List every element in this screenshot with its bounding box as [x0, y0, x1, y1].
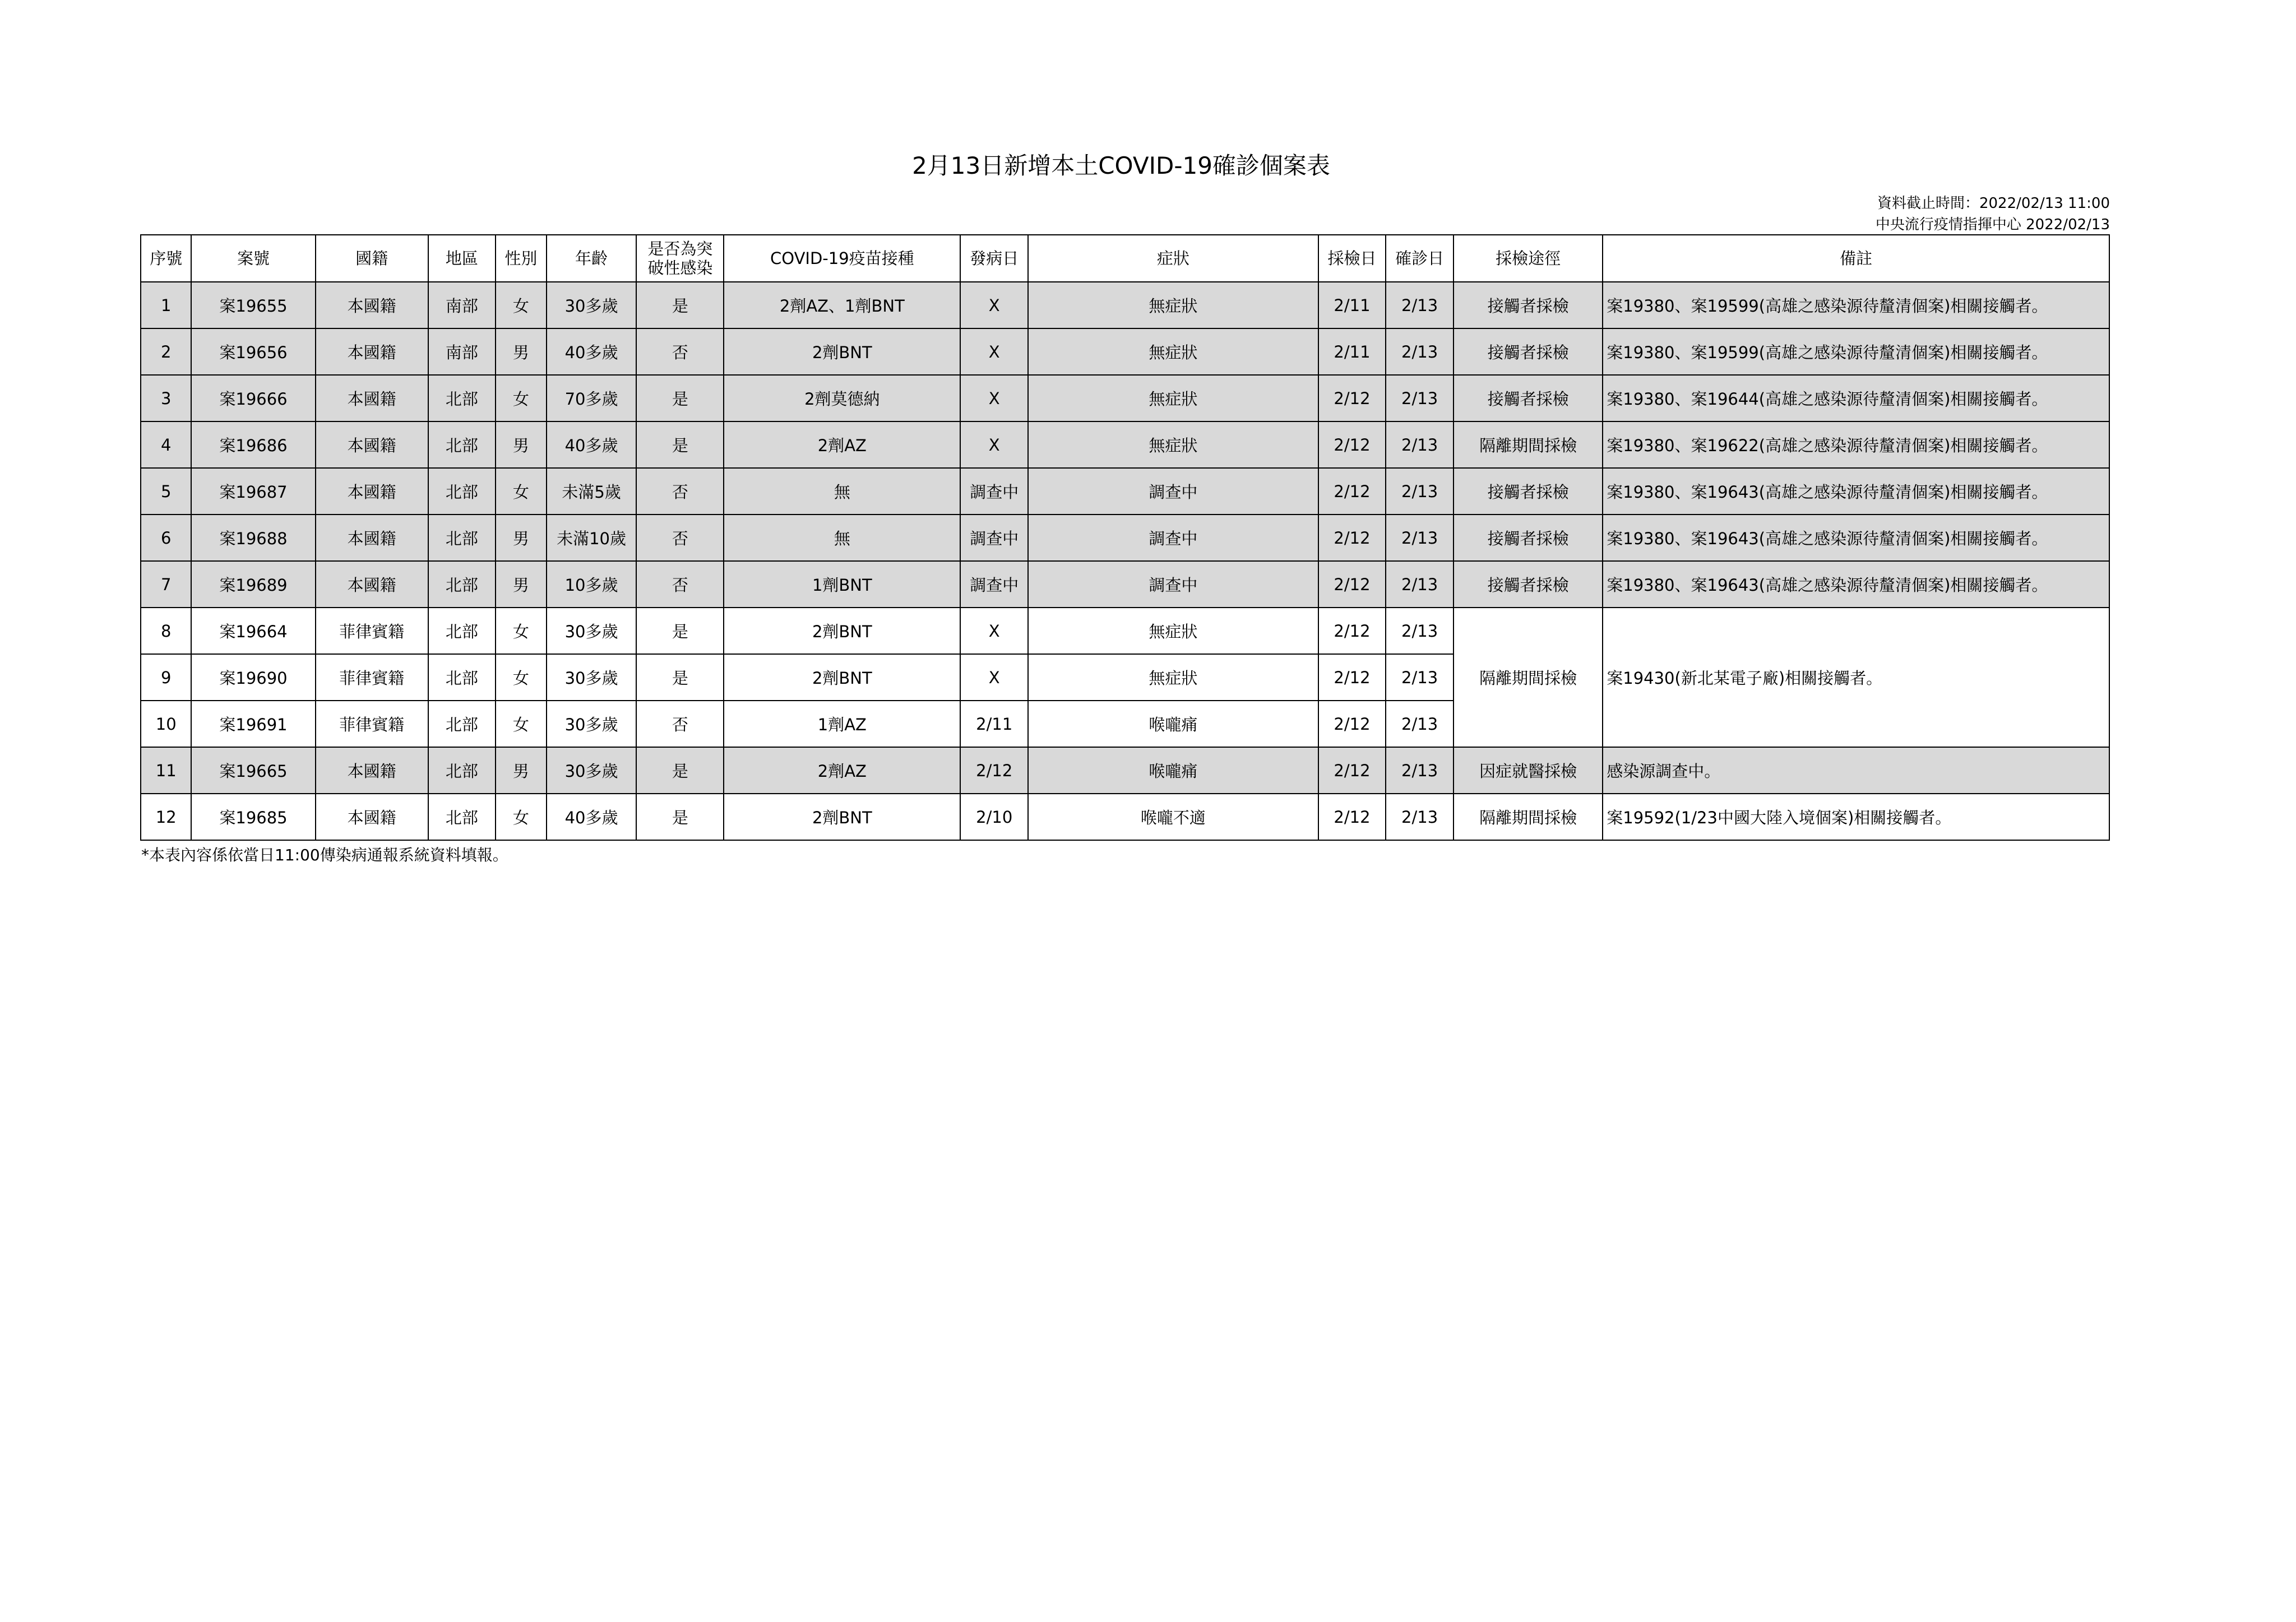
cell-age: 30多歲 [547, 282, 637, 328]
cell-case: 案19688 [191, 515, 315, 561]
cell-age: 10多歲 [547, 561, 637, 608]
table-row [141, 794, 2109, 840]
cell-seq: 6 [141, 515, 191, 561]
cell-breakthrough: 是 [636, 375, 724, 421]
cell-route: 接觸者採檢 [1453, 561, 1603, 608]
cell-note: 案19380、案19622(高雄之感染源待釐清個案)相關接觸者。 [1603, 421, 2109, 468]
cell-note: 案19380、案19644(高雄之感染源待釐清個案)相關接觸者。 [1603, 375, 2109, 421]
cell-route: 接觸者採檢 [1453, 328, 1603, 375]
cell-age: 30多歲 [547, 654, 637, 701]
cell-confirm-date: 2/13 [1386, 654, 1453, 701]
table-row [141, 515, 2109, 561]
header-age: 年齡 [547, 235, 637, 282]
cell-breakthrough: 否 [636, 515, 724, 561]
page-title: 2月13日新增本土COVID-19確診個案表 [912, 152, 1330, 179]
case-table [140, 234, 2110, 841]
cell-symptom: 喉嚨不適 [1028, 794, 1318, 840]
cell-vaccine: 無 [724, 515, 960, 561]
cell-sex: 女 [496, 608, 546, 654]
header-route: 採檢途徑 [1453, 235, 1603, 282]
cell-age: 40多歲 [547, 794, 637, 840]
cell-sex: 女 [496, 468, 546, 515]
cell-route-merged: 隔離期間採檢 [1453, 608, 1603, 747]
cell-vaccine: 2劑AZ、1劑BNT [724, 282, 960, 328]
cell-onset: X [960, 421, 1028, 468]
cell-symptom: 無症狀 [1028, 608, 1318, 654]
cell-breakthrough: 是 [636, 794, 724, 840]
cell-test-date: 2/12 [1318, 701, 1386, 747]
cell-case: 案19689 [191, 561, 315, 608]
cell-age: 30多歲 [547, 701, 637, 747]
cell-breakthrough: 否 [636, 701, 724, 747]
cell-nationality: 本國籍 [316, 794, 428, 840]
cell-confirm-date: 2/13 [1386, 515, 1453, 561]
cell-test-date: 2/12 [1318, 375, 1386, 421]
header-onset: 發病日 [960, 235, 1028, 282]
cell-symptom: 喉嚨痛 [1028, 747, 1318, 794]
cell-route: 隔離期間採檢 [1453, 421, 1603, 468]
cell-note: 案19380、案19643(高雄之感染源待釐清個案)相關接觸者。 [1603, 515, 2109, 561]
cell-region: 北部 [428, 701, 496, 747]
cell-onset: X [960, 282, 1028, 328]
cell-seq: 7 [141, 561, 191, 608]
cell-sex: 女 [496, 654, 546, 701]
cell-region: 北部 [428, 375, 496, 421]
cell-symptom: 無症狀 [1028, 654, 1318, 701]
cell-case: 案19664 [191, 608, 315, 654]
cell-test-date: 2/12 [1318, 561, 1386, 608]
cell-test-date: 2/11 [1318, 328, 1386, 375]
cell-onset: X [960, 654, 1028, 701]
cell-note: 案19380、案19599(高雄之感染源待釐清個案)相關接觸者。 [1603, 328, 2109, 375]
header-breakthrough [636, 235, 724, 282]
cell-test-date: 2/12 [1318, 515, 1386, 561]
header-breakthrough-line1: 是否為突 [647, 239, 713, 258]
cutoff-time: 資料截止時間：2022/02/13 11:00 [1877, 195, 2110, 212]
table-row [141, 375, 2109, 421]
cell-nationality: 菲律賓籍 [316, 654, 428, 701]
cell-confirm-date: 2/13 [1386, 282, 1453, 328]
cell-breakthrough: 是 [636, 282, 724, 328]
cell-onset: 調查中 [960, 515, 1028, 561]
cell-region: 北部 [428, 747, 496, 794]
cell-note: 案19380、案19643(高雄之感染源待釐清個案)相關接觸者。 [1603, 561, 2109, 608]
cell-seq: 10 [141, 701, 191, 747]
cell-onset: 2/11 [960, 701, 1028, 747]
cell-note: 案19380、案19599(高雄之感染源待釐清個案)相關接觸者。 [1603, 282, 2109, 328]
cell-route: 接觸者採檢 [1453, 282, 1603, 328]
cell-nationality: 本國籍 [316, 468, 428, 515]
table-row [141, 421, 2109, 468]
cell-age: 40多歲 [547, 421, 637, 468]
header-note: 備註 [1603, 235, 2109, 282]
cell-region: 北部 [428, 515, 496, 561]
cell-seq: 5 [141, 468, 191, 515]
header-seq: 序號 [141, 235, 191, 282]
cell-breakthrough: 是 [636, 608, 724, 654]
header-row [141, 235, 2109, 282]
table-row [141, 608, 2109, 654]
cell-case: 案19690 [191, 654, 315, 701]
cell-case: 案19685 [191, 794, 315, 840]
cell-symptom: 無症狀 [1028, 421, 1318, 468]
cell-test-date: 2/12 [1318, 468, 1386, 515]
header-test-date: 採檢日 [1318, 235, 1386, 282]
cell-vaccine: 2劑BNT [724, 608, 960, 654]
cell-confirm-date: 2/13 [1386, 328, 1453, 375]
cell-test-date: 2/12 [1318, 794, 1386, 840]
cell-seq: 1 [141, 282, 191, 328]
cell-age: 70多歲 [547, 375, 637, 421]
table-row [141, 468, 2109, 515]
cell-case: 案19656 [191, 328, 315, 375]
cell-onset: X [960, 328, 1028, 375]
cell-breakthrough: 是 [636, 654, 724, 701]
cell-nationality: 本國籍 [316, 282, 428, 328]
cell-vaccine: 2劑莫德納 [724, 375, 960, 421]
cell-case: 案19691 [191, 701, 315, 747]
cell-case: 案19655 [191, 282, 315, 328]
cell-route: 因症就醫採檢 [1453, 747, 1603, 794]
cell-note: 案19592(1/23中國大陸入境個案)相關接觸者。 [1603, 794, 2109, 840]
cell-route: 接觸者採檢 [1453, 515, 1603, 561]
cell-onset: 調查中 [960, 561, 1028, 608]
cell-test-date: 2/12 [1318, 654, 1386, 701]
cell-seq: 11 [141, 747, 191, 794]
cell-symptom: 調查中 [1028, 515, 1318, 561]
cell-region: 南部 [428, 282, 496, 328]
cell-breakthrough: 是 [636, 421, 724, 468]
cell-region: 北部 [428, 654, 496, 701]
cell-note: 感染源調查中。 [1603, 747, 2109, 794]
cell-note-merged: 案19430(新北某電子廠)相關接觸者。 [1603, 608, 2109, 747]
cell-age: 40多歲 [547, 328, 637, 375]
cell-region: 北部 [428, 421, 496, 468]
cell-region: 北部 [428, 794, 496, 840]
cell-region: 北部 [428, 468, 496, 515]
cell-confirm-date: 2/13 [1386, 794, 1453, 840]
footnote: *本表內容係依當日11:00傳染病通報系統資料填報。 [141, 846, 508, 864]
cell-sex: 女 [496, 375, 546, 421]
cell-seq: 4 [141, 421, 191, 468]
cell-vaccine: 2劑BNT [724, 328, 960, 375]
cell-test-date: 2/11 [1318, 282, 1386, 328]
cell-onset: 2/10 [960, 794, 1028, 840]
cell-sex: 女 [496, 282, 546, 328]
header-sex: 性別 [496, 235, 546, 282]
header-symptom: 症狀 [1028, 235, 1318, 282]
cell-symptom: 無症狀 [1028, 328, 1318, 375]
cell-onset: X [960, 375, 1028, 421]
cell-nationality: 菲律賓籍 [316, 608, 428, 654]
cell-sex: 男 [496, 561, 546, 608]
cell-route: 接觸者採檢 [1453, 468, 1603, 515]
cell-sex: 男 [496, 747, 546, 794]
table-row [141, 282, 2109, 328]
cell-symptom: 無症狀 [1028, 282, 1318, 328]
cell-nationality: 菲律賓籍 [316, 701, 428, 747]
cell-sex: 男 [496, 421, 546, 468]
cell-age: 30多歲 [547, 608, 637, 654]
header-nationality: 國籍 [316, 235, 428, 282]
cell-nationality: 本國籍 [316, 375, 428, 421]
header-region: 地區 [428, 235, 496, 282]
cell-vaccine: 1劑BNT [724, 561, 960, 608]
cell-confirm-date: 2/13 [1386, 468, 1453, 515]
cell-confirm-date: 2/13 [1386, 608, 1453, 654]
cell-seq: 8 [141, 608, 191, 654]
table-row [141, 561, 2109, 608]
cell-nationality: 本國籍 [316, 515, 428, 561]
cell-case: 案19687 [191, 468, 315, 515]
cell-vaccine: 2劑BNT [724, 794, 960, 840]
cell-breakthrough: 是 [636, 747, 724, 794]
cell-nationality: 本國籍 [316, 328, 428, 375]
cell-symptom: 喉嚨痛 [1028, 701, 1318, 747]
cell-nationality: 本國籍 [316, 421, 428, 468]
cell-test-date: 2/12 [1318, 608, 1386, 654]
cell-vaccine: 1劑AZ [724, 701, 960, 747]
cell-seq: 12 [141, 794, 191, 840]
cell-test-date: 2/12 [1318, 421, 1386, 468]
table-row [141, 328, 2109, 375]
table-row [141, 747, 2109, 794]
header-breakthrough-line2: 破性感染 [647, 258, 713, 277]
cell-case: 案19665 [191, 747, 315, 794]
cell-case: 案19686 [191, 421, 315, 468]
cell-route: 隔離期間採檢 [1453, 794, 1603, 840]
cell-age: 30多歲 [547, 747, 637, 794]
cell-seq: 2 [141, 328, 191, 375]
cell-confirm-date: 2/13 [1386, 561, 1453, 608]
header-confirm-date: 確診日 [1386, 235, 1453, 282]
cell-note: 案19380、案19643(高雄之感染源待釐清個案)相關接觸者。 [1603, 468, 2109, 515]
cell-confirm-date: 2/13 [1386, 747, 1453, 794]
cell-symptom: 調查中 [1028, 468, 1318, 515]
cell-onset: 2/12 [960, 747, 1028, 794]
cell-confirm-date: 2/13 [1386, 375, 1453, 421]
header-vaccine: COVID-19疫苗接種 [724, 235, 960, 282]
cell-symptom: 無症狀 [1028, 375, 1318, 421]
report-meta [1876, 193, 2110, 235]
cell-vaccine: 2劑AZ [724, 747, 960, 794]
cell-route: 接觸者採檢 [1453, 375, 1603, 421]
cell-age: 未滿10歲 [547, 515, 637, 561]
cell-region: 南部 [428, 328, 496, 375]
cell-sex: 男 [496, 328, 546, 375]
cell-vaccine: 無 [724, 468, 960, 515]
cell-seq: 3 [141, 375, 191, 421]
cell-confirm-date: 2/13 [1386, 421, 1453, 468]
cell-breakthrough: 否 [636, 468, 724, 515]
cell-breakthrough: 否 [636, 561, 724, 608]
cell-vaccine: 2劑AZ [724, 421, 960, 468]
cell-confirm-date: 2/13 [1386, 701, 1453, 747]
cell-sex: 男 [496, 515, 546, 561]
cell-test-date: 2/12 [1318, 747, 1386, 794]
cell-onset: 調查中 [960, 468, 1028, 515]
cell-symptom: 調查中 [1028, 561, 1318, 608]
cell-breakthrough: 否 [636, 328, 724, 375]
cell-vaccine: 2劑BNT [724, 654, 960, 701]
header-case: 案號 [191, 235, 315, 282]
report-source: 中央流行疫情指揮中心 2022/02/13 [1875, 216, 2110, 233]
cell-sex: 女 [496, 794, 546, 840]
cell-age: 未滿5歲 [547, 468, 637, 515]
cell-sex: 女 [496, 701, 546, 747]
cell-region: 北部 [428, 608, 496, 654]
cell-nationality: 本國籍 [316, 747, 428, 794]
cell-seq: 9 [141, 654, 191, 701]
cell-nationality: 本國籍 [316, 561, 428, 608]
cell-onset: X [960, 608, 1028, 654]
cell-region: 北部 [428, 561, 496, 608]
cell-case: 案19666 [191, 375, 315, 421]
